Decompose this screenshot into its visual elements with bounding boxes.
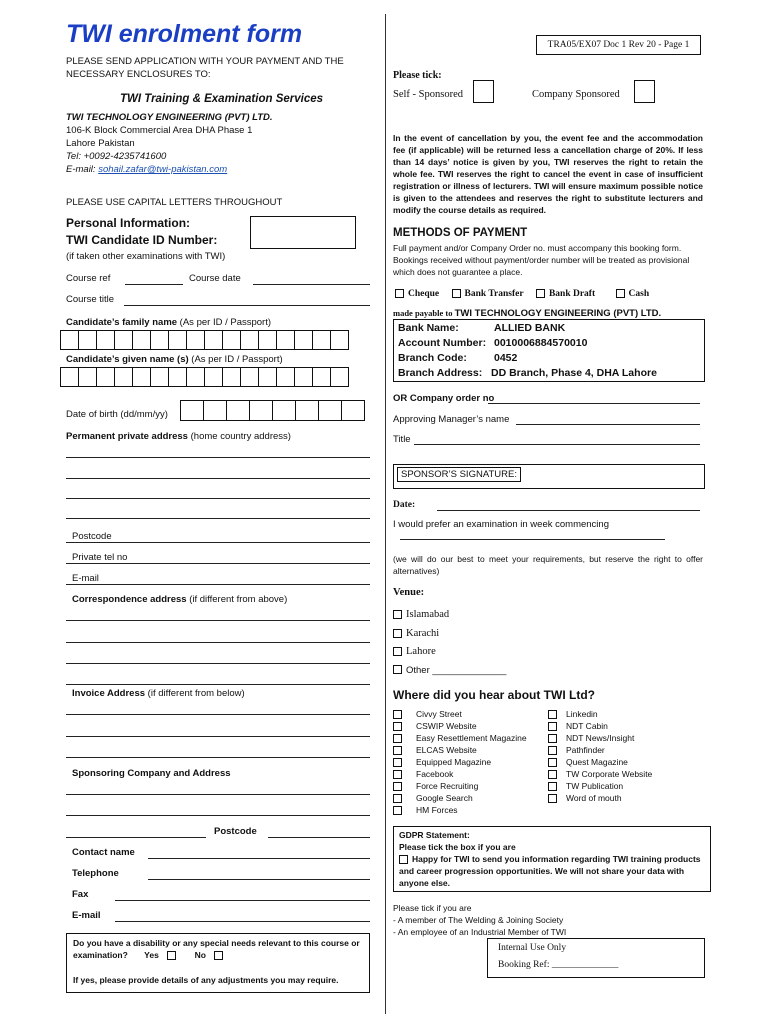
hear-option[interactable] [393,732,527,744]
approving-manager-label: Approving Manager’s name [393,414,510,425]
hear-label: Quest Magazine [566,757,628,767]
hear-option[interactable] [393,768,527,780]
disability-yes-label: Yes [144,950,159,960]
branch-code-key: Branch Code: [398,352,467,364]
sponsor-signature-box[interactable] [393,464,705,489]
hear-option[interactable] [548,768,652,780]
invoice-address-line-1[interactable] [66,714,370,715]
cancellation-policy: In the event of cancellation by you, the event fee and the accommodation fee (if applicable) will be returned less a cancellation charge of 20%. If less than 14 days’ notice is given by you, TWI reserves the right to retain the whole fee. TWI reserves the right to cancel the event in case of insufficient registration or illness of lecturers. TWI will ensure maximum possible notice is given to the attendees and reserves the right to substitute lecturers and modify the course details as required. [393,133,703,215]
hear-checkbox[interactable] [393,710,402,719]
hear-label: HM Forces [416,805,458,815]
exam-week-input[interactable] [400,539,665,540]
hear-option[interactable] [393,756,527,768]
hear-label: Word of mouth [566,793,622,803]
sponsoring-company-label: Sponsoring Company and Address [72,768,231,779]
hear-label: Civvy Street [416,709,462,719]
hear-list-col2 [548,708,652,804]
member-block [393,902,566,938]
perm-address-line-3[interactable] [66,498,370,499]
send-application-line-2: NECESSARY ENCLOSURES TO: [66,69,211,80]
hear-option[interactable] [548,792,652,804]
payment-methods [395,289,705,299]
candidate-id-input[interactable] [250,216,356,249]
gdpr-line-2-text: Happy for TWI to send you information regarding TWI training products and career progression opportunities. We will not share your data with anyone else. [399,854,701,888]
internal-use-label: Internal Use Only [498,943,567,953]
gdpr-checkbox[interactable] [399,855,408,864]
corr-address-line-4[interactable] [66,684,370,685]
disability-yes-checkbox[interactable] [167,951,176,960]
cash-label: Cash [628,289,650,299]
hear-option[interactable] [393,720,527,732]
branch-address-key: Branch Address: [398,367,483,379]
perm-address-line-1[interactable] [66,457,370,458]
venue-options [393,606,506,680]
bank-transfer-checkbox[interactable] [452,289,461,298]
corr-address-label-note: (if different from above) [186,594,288,605]
hear-checkbox[interactable] [393,758,402,767]
hear-checkbox[interactable] [393,806,402,815]
hear-checkbox[interactable] [393,782,402,791]
venue-islamabad-label: Islamabad [406,609,450,620]
doc-ref: TRA05/EX07 Doc 1 Rev 20 - Page 1 [547,40,690,50]
invoice-address-line-2[interactable] [66,736,370,737]
gdpr-box [393,826,711,892]
booking-ref-label[interactable]: Booking Ref: ______________ [498,960,619,970]
invoice-address-label-note: (if different from below) [145,688,245,699]
hear-label: Pathfinder [566,745,605,755]
fax-label: Fax [72,889,89,900]
account-number-key: Account Number: [398,337,487,349]
disability-details: If yes, please provide details of any adjustments you may require. [73,975,339,985]
bank-draft-checkbox[interactable] [536,289,545,298]
family-name-label-note: (As per ID / Passport) [177,317,272,328]
hear-checkbox[interactable] [393,734,402,743]
payable-to-company: TWI TECHNOLOGY ENGINEERING (PVT) LTD. [454,308,662,319]
hear-option[interactable] [393,708,527,720]
hear-option[interactable] [548,732,652,744]
gdpr-line-2 [399,853,704,889]
venue-islamabad-checkbox[interactable] [393,610,402,619]
hear-label: TW Corporate Website [566,769,653,779]
hear-option[interactable] [393,792,527,804]
fax-input[interactable] [115,900,370,901]
hear-label: ELCAS Website [416,745,477,755]
postcode2-input-left[interactable] [66,837,206,838]
perm-address-label-bold: Permanent private address [66,431,188,442]
org-address-2: Lahore Pakistan [66,138,135,149]
venue-lahore-checkbox[interactable] [393,647,402,656]
bank-name-key: Bank Name: [398,322,459,334]
course-title-label: Course title [66,294,115,305]
hear-option[interactable] [393,780,527,792]
org-email-link[interactable]: sohail.zafar@twi-pakistan.com [98,164,228,175]
hear-label: Equipped Magazine [416,757,492,767]
hear-option[interactable] [548,708,652,720]
disability-question-2-text: examination? [73,950,128,960]
postcode-input[interactable] [66,542,370,543]
bank-draft-label: Bank Draft [548,289,596,299]
venue-karachi-checkbox[interactable] [393,629,402,638]
cash-checkbox[interactable] [616,289,625,298]
hear-checkbox[interactable] [393,722,402,731]
org-email-prefix: E-mail: [66,164,99,175]
payment-note: Full payment and/or Company Order no. must accompany this booking form. Bookings received without payment/order number will be treated as provisional which does not guarantee a place. [393,243,690,277]
hear-checkbox[interactable] [548,746,557,755]
org-tel: Tel: +0092-4235741600 [66,151,167,162]
venue-other-checkbox[interactable] [393,665,402,674]
perm-address-line-4[interactable] [66,518,370,519]
hear-option[interactable] [393,804,527,816]
sponsoring-line-2[interactable] [66,815,370,816]
given-name-grid[interactable] [61,367,349,387]
payment-heading: METHODS OF PAYMENT [393,227,528,239]
family-name-label [66,316,271,329]
exam-week-label: I would prefer an examination in week commencing [393,519,609,530]
venue-other[interactable] [393,662,506,681]
org-address-1: 106-K Block Commercial Area DHA Phase 1 [66,125,253,136]
gdpr-line-1: Please tick the box if you are [399,842,516,852]
payable-to-line [393,308,661,319]
corr-address-label [72,593,287,606]
hear-label: Facebook [416,769,454,779]
corr-address-line-1[interactable] [66,620,370,621]
date-label: Date: [393,500,416,510]
candidate-id-note: (if taken other examinations with TWI) [66,251,226,262]
company-sponsored-checkbox[interactable] [634,80,655,103]
hear-checkbox[interactable] [548,782,557,791]
org-address-block [66,111,273,176]
venue-heading: Venue: [393,587,425,598]
corr-address-label-bold: Correspondence address [72,594,187,605]
venue-karachi-label: Karachi [406,627,440,639]
hear-label: CSWIP Website [416,721,477,731]
cheque-checkbox[interactable] [395,289,404,298]
venue-lahore[interactable] [393,643,506,662]
given-name-label [66,353,283,366]
given-name-label-note: (As per ID / Passport) [188,354,283,365]
exam-note: (we will do our best to meet your requirements, but reserve the right to offer alternatives) [393,554,703,576]
branch-address-value: DD Branch, Phase 4, DHA Lahore [491,367,657,379]
hear-option[interactable] [548,720,652,732]
org-name: TWI Training & Examination Services [120,93,324,105]
hear-checkbox[interactable] [393,794,402,803]
course-date-input[interactable] [253,284,370,285]
org-company: TWI TECHNOLOGY ENGINEERING (PVT) LTD. [66,112,273,123]
hear-checkbox[interactable] [548,734,557,743]
sponsoring-line-1[interactable] [66,794,370,795]
sponsor-signature-label: SPONSOR’S SIGNATURE: [397,467,521,482]
account-number-value: 0010006884570010 [494,337,588,349]
company-sponsored-label: Company Sponsored [532,89,620,100]
personal-heading: Personal Information: [66,216,191,230]
invoice-address-label [72,687,245,700]
hear-checkbox[interactable] [548,710,557,719]
postcode2-label: Postcode [214,826,257,837]
hear-list-col1 [393,708,527,816]
invoice-address-line-3[interactable] [66,757,370,758]
hear-checkbox[interactable] [393,746,402,755]
send-application-text [66,55,376,81]
family-name-grid[interactable] [61,330,349,350]
send-application-line-1: PLEASE SEND APPLICATION WITH YOUR PAYMENT AND THE [66,56,344,67]
self-sponsored-checkbox[interactable] [473,80,494,103]
disability-question-1: Do you have a disability or any special needs relevant to this course or [73,938,360,948]
member-line-2[interactable]: - A member of The Welding & Joining Society [393,915,564,925]
title-input[interactable] [414,444,700,445]
hear-label: NDT Cabin [566,721,608,731]
perm-address-line-2[interactable] [66,478,370,479]
hear-checkbox[interactable] [548,794,557,803]
telephone-label: Telephone [72,868,119,879]
company-order-label: OR Company order no [393,393,495,404]
self-sponsored-label: Self - Sponsored [393,89,463,100]
bank-name-value: ALLIED BANK [494,322,566,334]
cheque-label: Cheque [408,289,440,299]
payable-to-prefix: made payable to [393,308,455,318]
venue-other-label: Other ______________ [406,664,507,676]
please-tick-label: Please tick: [393,70,442,81]
hear-option[interactable] [548,744,652,756]
hear-checkbox[interactable] [393,770,402,779]
email-input[interactable] [66,584,370,585]
date-input[interactable] [437,510,700,511]
member-line-3[interactable]: - An employee of an Industrial Member of TWI [393,927,567,937]
contact-name-input[interactable] [148,858,370,859]
title-label: Title [393,434,411,445]
course-title-input[interactable] [124,305,370,306]
capital-letters-note: PLEASE USE CAPITAL LETTERS THROUGHOUT [66,197,283,208]
hear-label: NDT News/Insight [566,733,635,743]
venue-lahore-label: Lahore [406,646,436,657]
hear-checkbox[interactable] [548,758,557,767]
hear-heading: Where did you hear about TWI Ltd? [393,688,595,702]
perm-address-label [66,430,291,443]
hear-label: Easy Resettlement Magazine [416,733,527,743]
email-label: E-mail [72,573,99,584]
corr-address-line-3[interactable] [66,663,370,664]
form-title: TWI enrolment form [66,20,303,48]
private-tel-input[interactable] [66,563,370,564]
dob-grid[interactable] [181,400,365,421]
venue-islamabad[interactable] [393,606,506,625]
postcode2-input-right[interactable] [268,837,370,838]
invoice-address-label-bold: Invoice Address [72,688,146,699]
hear-checkbox[interactable] [548,722,557,731]
hear-label: Google Search [416,793,473,803]
column-divider [385,14,386,1014]
hear-label: Linkedin [566,709,598,719]
contact-name-label: Contact name [72,847,135,858]
dob-label: Date of birth (dd/mm/yy) [66,409,168,420]
bank-transfer-label: Bank Transfer [464,289,524,299]
disability-box [66,933,370,993]
company-order-input[interactable] [488,403,700,404]
doc-ref-box [536,35,701,55]
course-ref-input[interactable] [125,284,183,285]
branch-code-value: 0452 [494,352,518,364]
disability-no-checkbox[interactable] [214,951,223,960]
private-tel-label: Private tel no [72,552,128,563]
hear-option[interactable] [393,744,527,756]
family-name-label-bold: Candidate’s family name [66,317,178,328]
hear-label: Force Recruiting [416,781,479,791]
course-ref-label: Course ref [66,273,111,284]
email2-label: E-mail [72,910,101,921]
gdpr-heading: GDPR Statement: [399,830,470,840]
internal-use-box [487,938,705,978]
disability-no-label: No [194,950,206,960]
hear-label: TW Publication [566,781,624,791]
bank-details-box [393,319,705,382]
email2-input[interactable] [115,921,370,922]
course-date-label: Course date [189,273,241,284]
postcode-label: Postcode [72,531,112,542]
hear-checkbox[interactable] [548,770,557,779]
org-email-row [66,163,273,176]
member-line-1: Please tick if you are [393,903,472,913]
corr-address-line-2[interactable] [66,642,370,643]
venue-karachi[interactable] [393,625,506,644]
given-name-label-bold: Candidate’s given name (s) [66,354,189,365]
hear-option[interactable] [548,780,652,792]
approving-manager-input[interactable] [516,424,700,425]
candidate-id-heading: TWI Candidate ID Number: [66,233,218,247]
perm-address-label-note: (home country address) [187,431,291,442]
telephone-input[interactable] [148,879,370,880]
disability-question-2 [73,949,227,961]
hear-option[interactable] [548,756,652,768]
